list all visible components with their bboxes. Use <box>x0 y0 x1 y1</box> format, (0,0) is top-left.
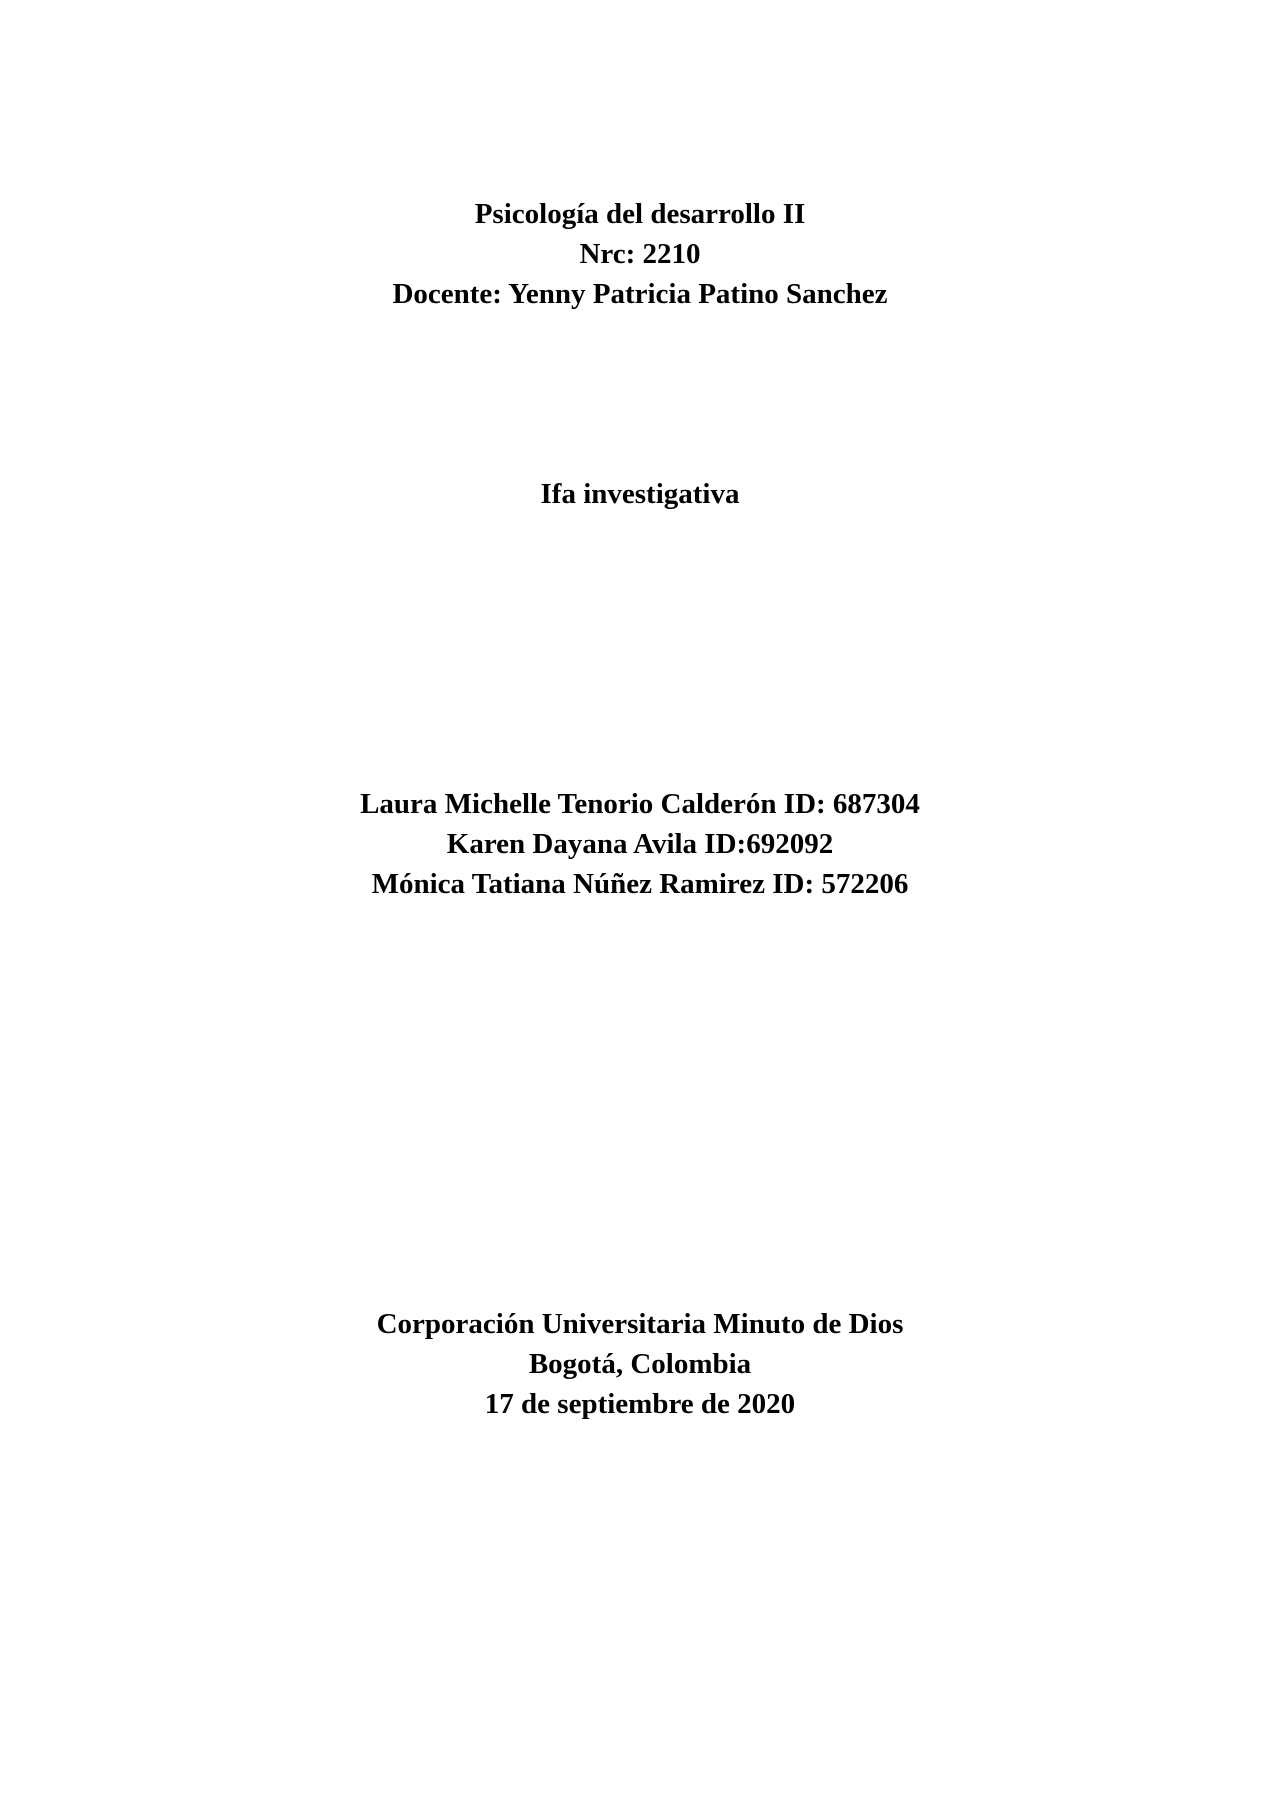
course-info <box>0 194 1280 314</box>
document-title: Ifa investigativa <box>540 478 740 510</box>
course-name: Psicología del desarrollo II <box>474 198 806 230</box>
authors-list <box>0 784 1280 904</box>
course-teacher: Docente: Yenny Patricia Patino Sanchez <box>392 278 888 310</box>
author-line: Mónica Tatiana Núñez Ramirez ID: 572206 <box>371 868 909 900</box>
institution-name: Corporación Universitaria Minuto de Dios <box>376 1308 904 1340</box>
institution-location: Bogotá, Colombia <box>528 1348 752 1380</box>
institution-info <box>0 1304 1280 1424</box>
document-title-block <box>0 474 1280 514</box>
author-line: Karen Dayana Avila ID:692092 <box>446 828 834 860</box>
course-nrc: Nrc: 2210 <box>579 238 701 270</box>
document-date: 17 de septiembre de 2020 <box>484 1388 796 1420</box>
author-line: Laura Michelle Tenorio Calderón ID: 687304 <box>360 788 920 820</box>
